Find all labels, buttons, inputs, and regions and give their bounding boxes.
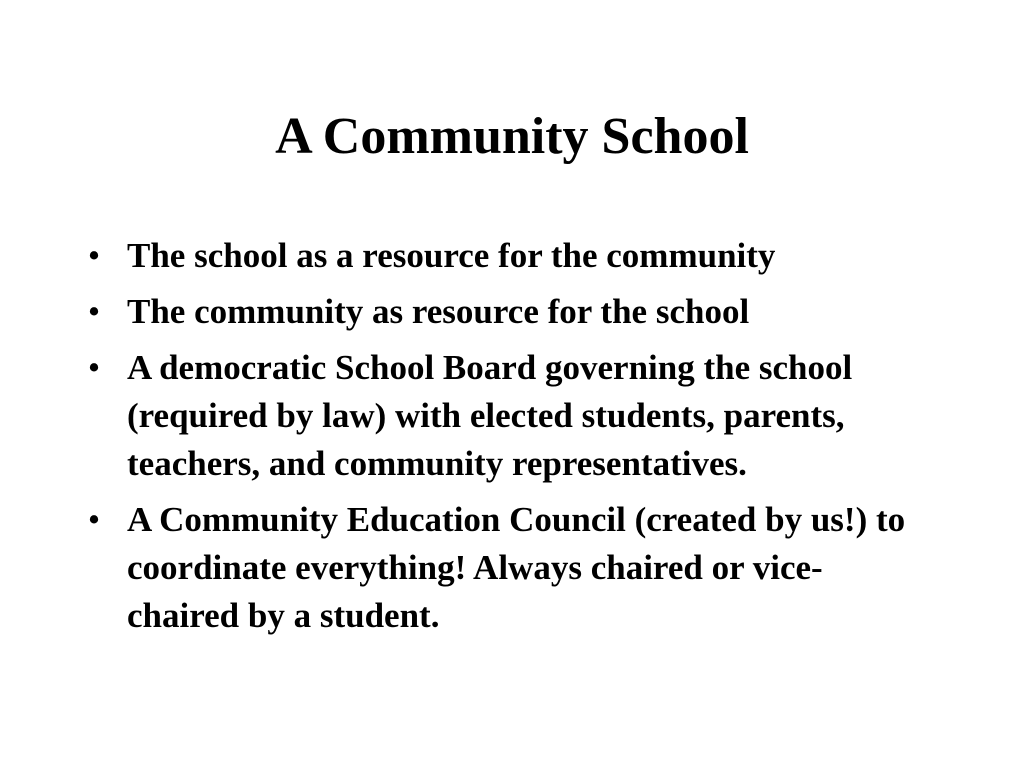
bullet-text: A democratic School Board governing the school (required by law) with elected students, parents, teachers, and community representatives.	[127, 348, 853, 483]
bullet-marker: •	[87, 236, 101, 275]
bullet-item	[84, 496, 924, 640]
bullet-marker: •	[87, 348, 101, 387]
bullet-item	[84, 232, 924, 280]
slide-title: A Community School	[275, 108, 749, 165]
bullet-text: A Community Education Council (created by us!) to coordinate everything! Always chaired or vice-chaired by a student.	[127, 500, 906, 635]
bullet-item	[84, 288, 924, 336]
bullet-item	[84, 344, 924, 488]
bullet-marker: •	[87, 292, 101, 331]
bullet-marker: •	[87, 500, 101, 539]
bullet-text: The community as resource for the school	[127, 292, 750, 331]
bullet-text: The school as a resource for the community	[127, 236, 776, 275]
bullet-list	[84, 232, 924, 648]
